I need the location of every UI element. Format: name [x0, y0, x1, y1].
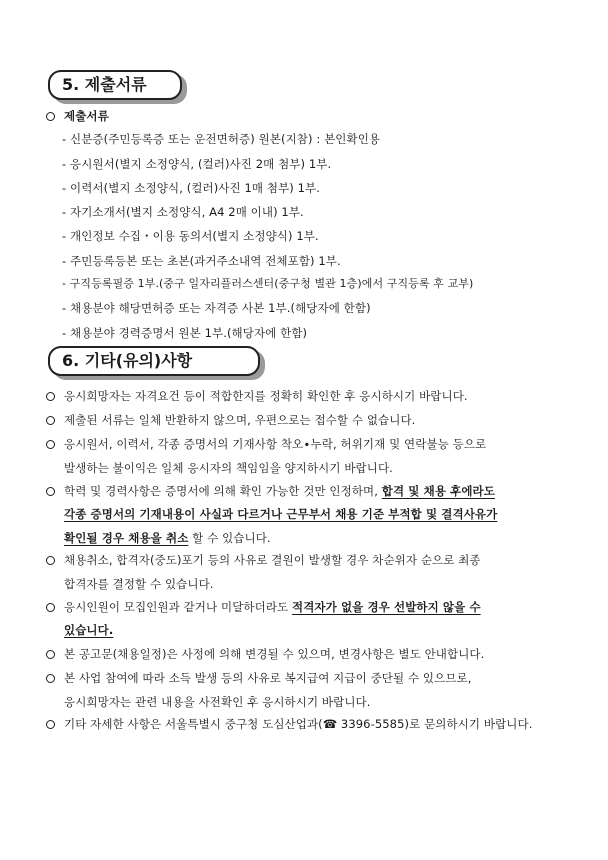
circle-bullet-icon: [46, 603, 55, 612]
note-6b: [64, 622, 113, 638]
circle-bullet-icon: [46, 650, 55, 659]
list-item: - 자기소개서(별지 소정양식, A4 2매 이내) 1부.: [62, 205, 304, 219]
note-5a: 채용취소, 합격자(중도)포기 등의 사유로 결원이 발생할 경우 차순위자 순으로 최종: [64, 553, 481, 567]
note-3a: 응시원서, 이력서, 각종 증명서의 기재사항 착오∙누락, 허위기재 및 연락불능 등으로: [64, 437, 487, 451]
section-5-title: 5. 제출서류: [62, 75, 147, 94]
section-6-title: 6. 기타(유의)사항: [62, 351, 193, 370]
note-4c-emphasis: 확인될 경우 채용을 취소: [64, 531, 189, 545]
circle-bullet-icon: [46, 392, 55, 401]
note-4b: [64, 506, 497, 522]
note-6b-emphasis: 있습니다.: [64, 623, 114, 637]
note-6a-emphasis: 적격자가 없을 경우 선발하지 않을 수: [292, 600, 481, 614]
list-item: - 구직등록필증 1부.(중구 일자리플러스센터(중구청 별관 1층)에서 구직등록 후 교부): [62, 277, 474, 290]
list-item: - 개인정보 수집・이용 동의서(별지 소정양식) 1부.: [62, 229, 319, 243]
section-6-header: [48, 346, 260, 376]
note-4b-emphasis: 각종 증명서의 기재내용이 사실과 다르거나 근무부서 채용 기준 부적합 및 결격사유가: [64, 507, 498, 521]
circle-bullet-icon: [46, 487, 55, 496]
note-4a: [64, 483, 495, 499]
note-6a: [64, 599, 481, 615]
circle-bullet-icon: [46, 440, 55, 449]
list-item: - 응시원서(별지 소정양식, (컬러)사진 2매 첨부) 1부.: [62, 157, 332, 171]
list-item: - 채용분야 해당면허증 또는 자격증 사본 1부.(해당자에 한함): [62, 301, 371, 315]
note-6a-text: 응시인원이 모집인원과 같거나 미달하더라도: [64, 600, 292, 614]
note-8a: 본 사업 참여에 따라 소득 발생 등의 사유로 복지급여 지급이 중단될 수 있으므로,: [64, 671, 472, 685]
note-3b: 발생하는 불이익은 일체 응시자의 책임임을 양지하시기 바랍니다.: [64, 461, 393, 475]
list-item: - 이력서(별지 소정양식, (컬러)사진 1매 첨부) 1부.: [62, 181, 321, 195]
note-9: 기타 자세한 사항은 서울특별시 중구청 도심산업과(☎ 3396-5585)로 문의하시기 바랍니다.: [64, 717, 533, 731]
section-5-header: [48, 70, 182, 100]
note-8b: 응시희망자는 관련 내용을 사전확인 후 응시하시기 바랍니다.: [64, 695, 371, 709]
note-2: 제출된 서류는 일체 반환하지 않으며, 우편으로는 접수할 수 없습니다.: [64, 413, 416, 427]
circle-bullet-icon: [46, 556, 55, 565]
sub-heading: 제출서류: [64, 109, 109, 123]
note-4a-text: 학력 및 경력사항은 증명서에 의해 확인 가능한 것만 인정하며,: [64, 484, 382, 498]
circle-bullet-icon: [46, 674, 55, 683]
note-1: 응시희망자는 자격요건 등이 적합한지를 정확히 확인한 후 응시하시기 바랍니다.: [64, 389, 468, 403]
note-4a-emphasis: 합격 및 채용 후에라도: [381, 484, 495, 498]
list-item: - 채용분야 경력증명서 원본 1부.(해당자에 한함): [62, 326, 308, 340]
list-item: - 주민등록등본 또는 초본(과거주소내역 전체포함) 1부.: [62, 254, 341, 268]
list-item: - 신분증(주민등록증 또는 운전면허증) 원본(지참) : 본인확인용: [62, 132, 381, 146]
note-5b: 합격자를 결정할 수 있습니다.: [64, 577, 214, 591]
circle-bullet-icon: [46, 416, 55, 425]
circle-bullet-icon: [46, 720, 55, 729]
circle-bullet-icon: [46, 112, 55, 121]
note-7: 본 공고문(채용일정)은 사정에 의해 변경될 수 있으며, 변경사항은 별도 안내합니다.: [64, 647, 485, 661]
note-4c: [64, 530, 271, 546]
note-4c-text: 할 수 있습니다.: [192, 531, 271, 545]
